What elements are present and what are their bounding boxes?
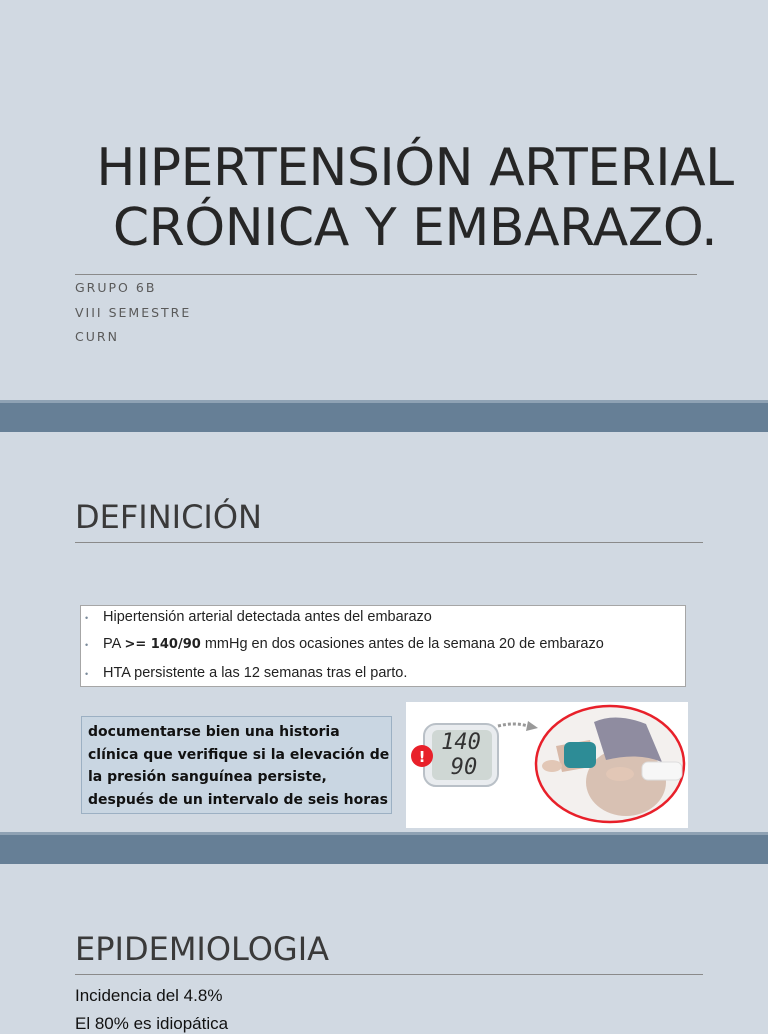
- history-note-box: [81, 716, 392, 814]
- title-line-1: HIPERTENSIÓN ARTERIAL: [96, 138, 734, 198]
- blood-pressure-monitor-icon: [406, 702, 688, 828]
- alert-symbol: !: [418, 748, 426, 766]
- subtitle-group: GRUPO 6B: [75, 280, 157, 295]
- bp-threshold: >= 140/90: [124, 637, 201, 652]
- definition-heading-rule: [75, 542, 703, 543]
- epidemiology-line-2: El 80% es idiopática: [75, 1014, 229, 1033]
- bullet-2-prefix: PA: [103, 636, 125, 652]
- arrow-icon: [498, 724, 528, 726]
- definition-bullet-box: [80, 605, 686, 687]
- slide-separator: [0, 400, 768, 432]
- note-line-4: después de un intervalo de seis horas: [88, 791, 388, 808]
- note-line-2: clínica que verifique si la elevación de: [88, 746, 390, 763]
- title-line-2: CRÓNICA Y EMBARAZO.: [112, 198, 718, 258]
- monitor-systolic: 140: [441, 730, 481, 755]
- bullet-2-suffix: mmHg en dos ocasiones antes de la semana 20 de embarazo: [200, 636, 604, 652]
- epidemiology-heading-rule: [75, 974, 703, 975]
- monitor-diastolic: 90: [450, 755, 478, 780]
- definition-heading: DEFINICIÓN: [75, 498, 262, 536]
- note-line-1: documentarse bien una historia: [88, 724, 340, 740]
- blood-pressure-illustration: [406, 702, 688, 828]
- definition-bullet-3: • HTA persistente a las 12 semanas tras el parto.: [103, 665, 407, 681]
- definition-bullet-1: • Hipertensión arterial detectada antes del embarazo: [103, 609, 432, 625]
- definition-bullet-2: [103, 636, 604, 652]
- subtitle-institution: CURN: [75, 329, 119, 344]
- title-slide: [0, 0, 768, 400]
- epidemiology-slide: [0, 864, 768, 1033]
- bp-cuff: [564, 742, 596, 768]
- definition-slide: [0, 432, 768, 832]
- note-line-3: la presión sanguínea persiste,: [88, 769, 327, 785]
- slide-separator-2: [0, 832, 768, 864]
- slide-title: [80, 138, 750, 258]
- epidemiology-heading: EPIDEMIOLOGIA: [75, 930, 330, 968]
- title-divider: [75, 274, 697, 275]
- subtitle-semester: VIII SEMESTRE: [75, 305, 192, 320]
- epidemiology-line-1: Incidencia del 4.8%: [75, 986, 223, 1005]
